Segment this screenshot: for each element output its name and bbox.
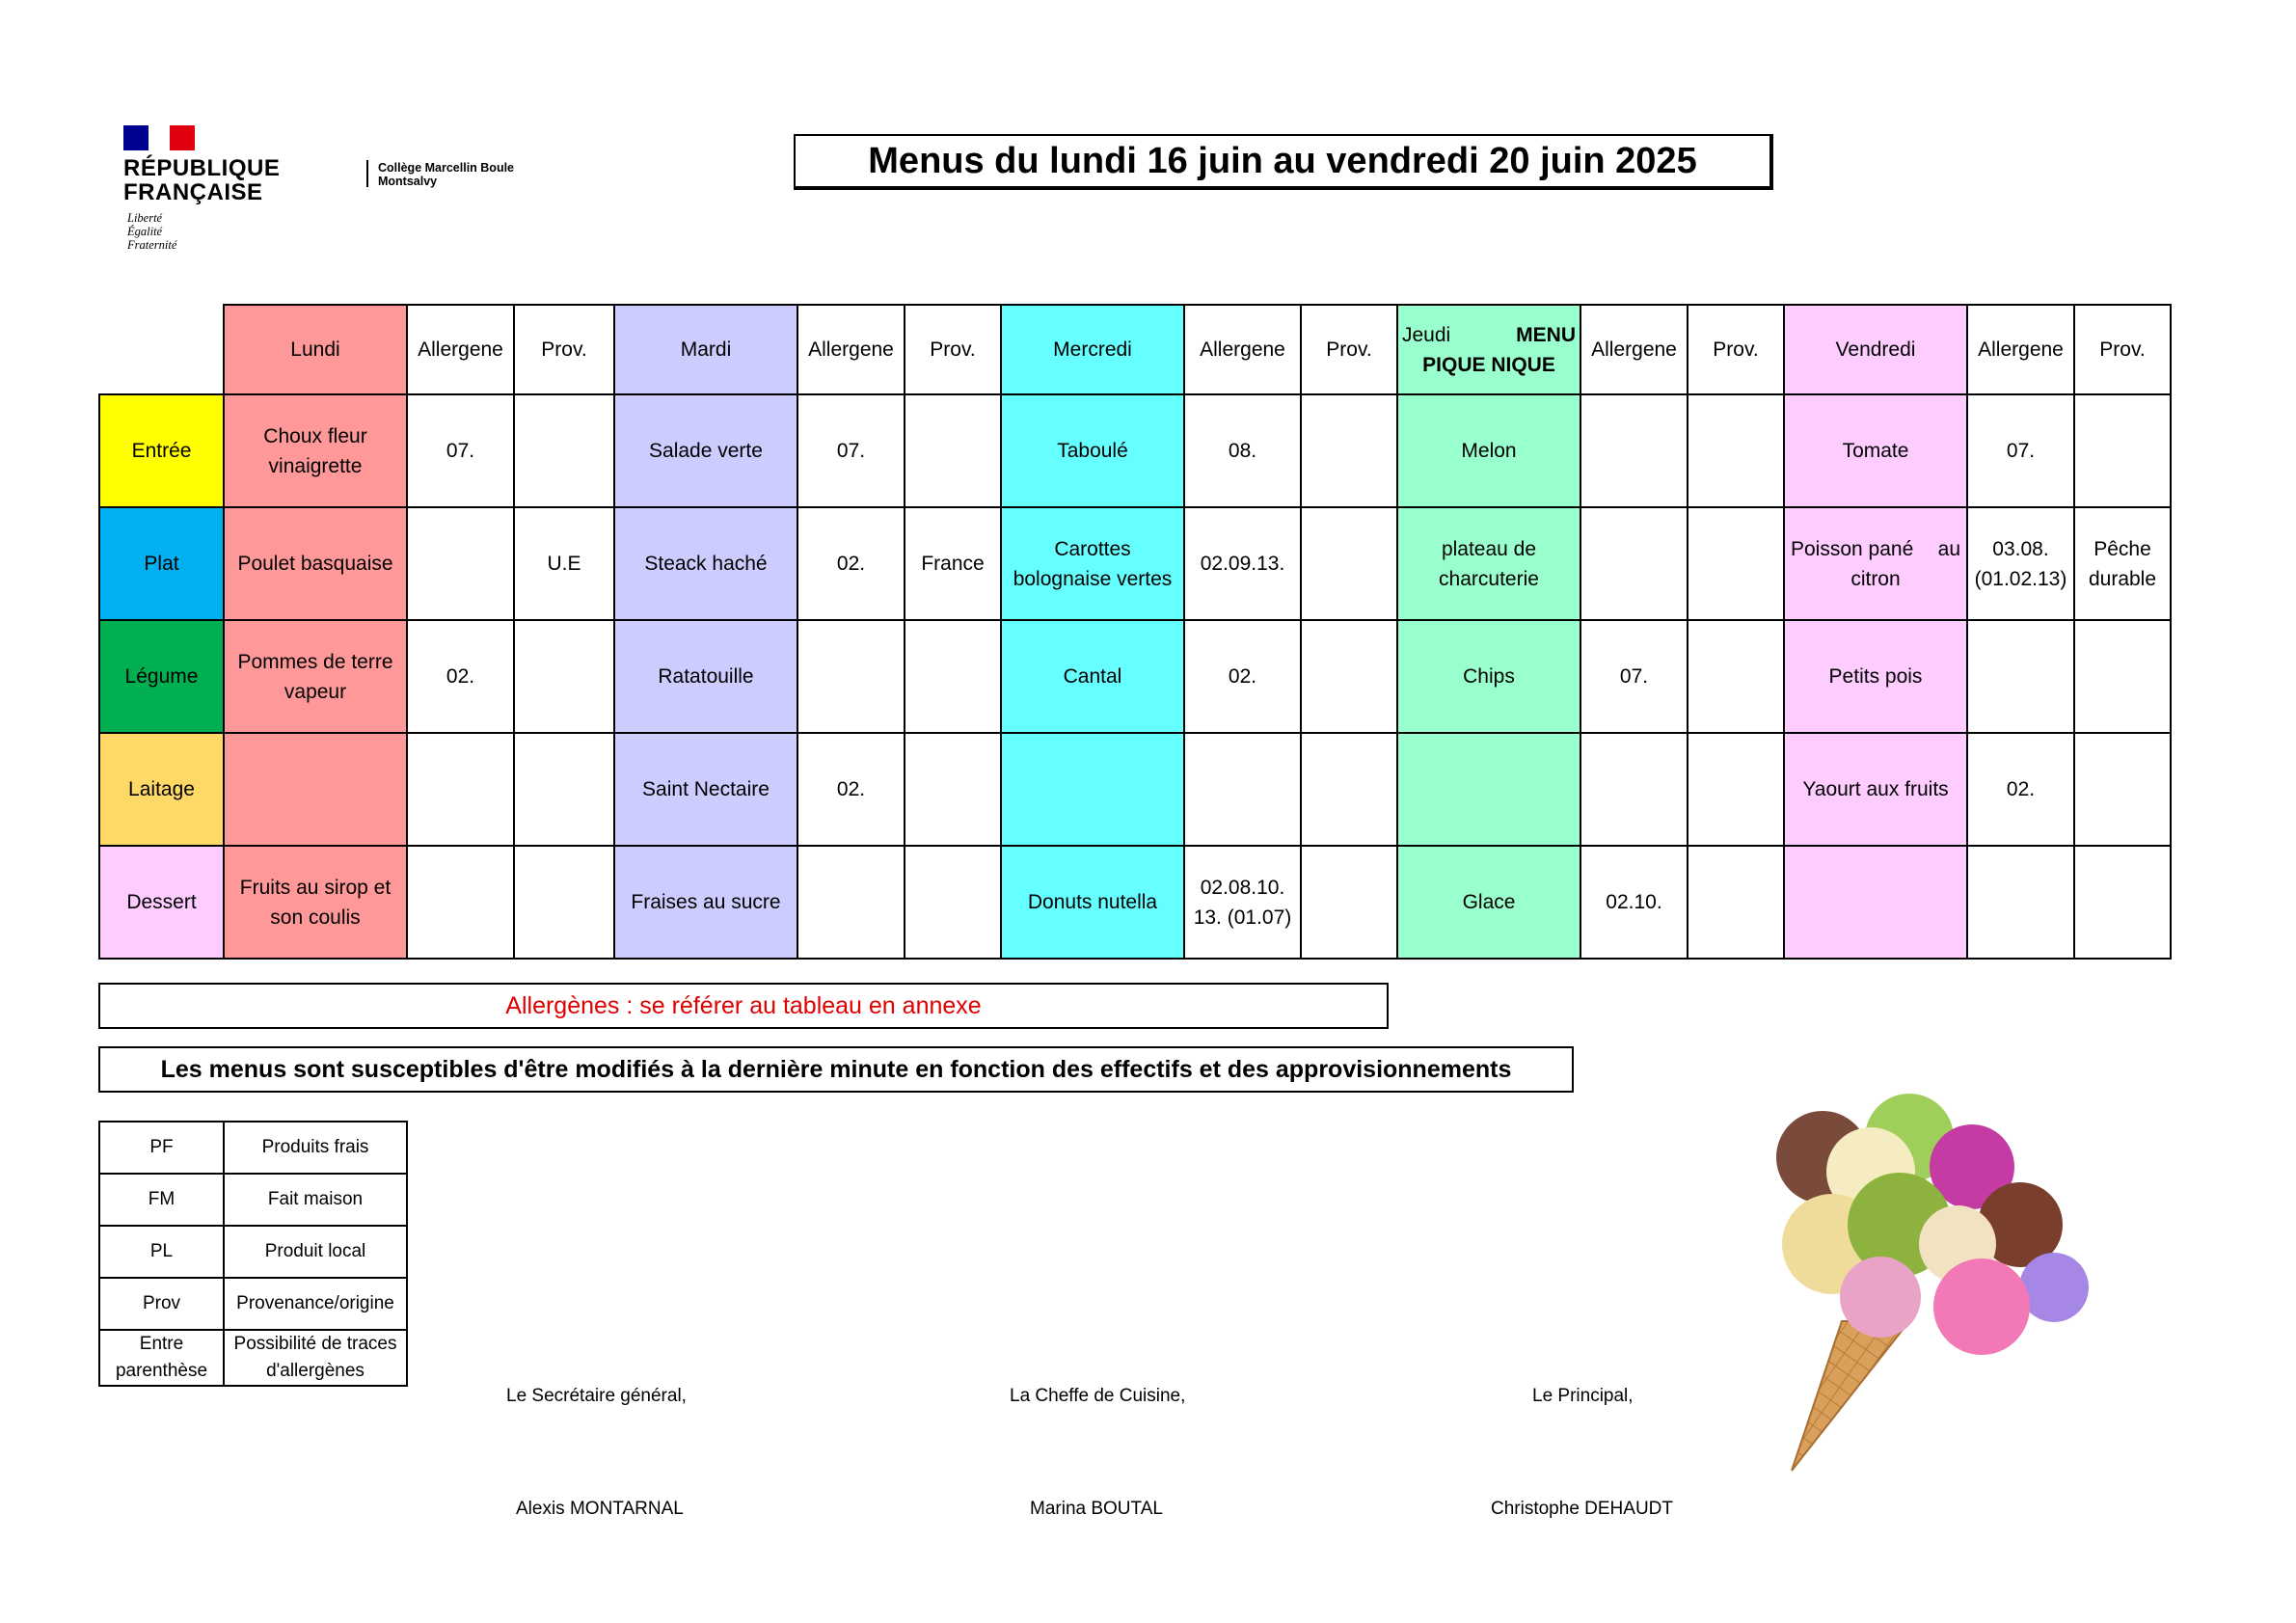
allergen-cell	[1967, 846, 2074, 959]
logo-separator	[366, 160, 368, 187]
course-label-dessert: Dessert	[99, 846, 224, 959]
dish-part: au	[1937, 537, 1960, 560]
day-header-lundi: Lundi	[224, 305, 407, 394]
allergen-cell	[1184, 733, 1301, 846]
legend-meaning: Possibilité de traces d'allergènes	[224, 1330, 407, 1386]
dish-cell: Petits pois	[1784, 620, 1967, 733]
row-laitage	[99, 733, 2171, 846]
dish-cell	[1001, 733, 1184, 846]
signature-name-cheffe: Marina BOUTAL	[1030, 1499, 1163, 1519]
dish-cell	[224, 733, 407, 846]
prov-cell	[514, 733, 614, 846]
dish-cell: Tomate	[1784, 394, 1967, 507]
day-header-mercredi: Mercredi	[1001, 305, 1184, 394]
college-line1: Collège Marcellin Boule	[378, 161, 515, 175]
prov-cell	[1688, 394, 1784, 507]
course-label-legume: Légume	[99, 620, 224, 733]
legend-row	[99, 1174, 407, 1226]
motto-liberte: Liberté	[127, 211, 163, 225]
prov-cell	[1301, 846, 1397, 959]
scoop-blueberry	[2019, 1253, 2089, 1322]
college-line2: Montsalvy	[378, 175, 438, 188]
republique-wordmark	[123, 156, 280, 204]
allergen-note: Allergènes : se référer au tableau en annexe	[98, 983, 1389, 1029]
prov-cell	[1688, 733, 1784, 846]
dish-cell: Steack haché	[614, 507, 797, 620]
prov-header: Prov.	[1301, 305, 1397, 394]
legend-code: PL	[99, 1226, 224, 1278]
dish-cell: Poulet basquaise	[224, 507, 407, 620]
allergen-header: Allergene	[1184, 305, 1301, 394]
page-title: Menus du lundi 16 juin au vendredi 20 juin 2025	[794, 134, 1773, 190]
prov-cell	[905, 846, 1001, 959]
dish-cell	[1397, 733, 1580, 846]
allergen-cell	[1967, 620, 2074, 733]
allergen-cell	[797, 620, 905, 733]
dish-cell: Yaourt aux fruits	[1784, 733, 1967, 846]
allergen-cell	[1580, 507, 1688, 620]
prov-cell	[905, 394, 1001, 507]
signature-role-principal: Le Principal,	[1532, 1386, 1634, 1406]
dish-cell	[1784, 846, 1967, 959]
allergen-cell	[407, 733, 514, 846]
dish-cell: Melon	[1397, 394, 1580, 507]
allergen-cell: 02.10.	[1580, 846, 1688, 959]
legend-row	[99, 1330, 407, 1386]
allergen-cell: 07.	[1967, 394, 2074, 507]
prov-cell	[2074, 733, 2171, 846]
republique-francaise-logo	[123, 125, 548, 260]
allergen-header: Allergene	[407, 305, 514, 394]
row-plat	[99, 507, 2171, 620]
course-label-entree: Entrée	[99, 394, 224, 507]
allergen-cell: 02.	[1967, 733, 2074, 846]
menu-change-note: Les menus sont susceptibles d'être modifiés à la dernière minute en fonction des effectifs et des approvisionnements	[98, 1046, 1574, 1093]
prov-header: Prov.	[905, 305, 1001, 394]
day-header-mardi: Mardi	[614, 305, 797, 394]
allergen-cell	[407, 846, 514, 959]
jeudi-label: Jeudi	[1402, 324, 1451, 346]
legend-meaning: Provenance/origine	[224, 1278, 407, 1330]
dish-cell: Pommes de terre vapeur	[224, 620, 407, 733]
allergen-cell: 07.	[407, 394, 514, 507]
allergen-cell: 07.	[1580, 620, 1688, 733]
legend-row	[99, 1278, 407, 1330]
legend-meaning: Produit local	[224, 1226, 407, 1278]
waffle-cone	[1792, 1321, 1909, 1471]
prov-cell	[514, 846, 614, 959]
prov-cell: France	[905, 507, 1001, 620]
signature-role-cheffe: La Cheffe de Cuisine,	[1010, 1386, 1186, 1406]
prov-cell	[1688, 507, 1784, 620]
dish-cell: Fruits au sirop et son coulis	[224, 846, 407, 959]
prov-header: Prov.	[2074, 305, 2171, 394]
dish-cell: Saint Nectaire	[614, 733, 797, 846]
day-header-vendredi: Vendredi	[1784, 305, 1967, 394]
allergen-cell: 02.	[797, 733, 905, 846]
prov-cell	[1301, 394, 1397, 507]
motto-fraternite: Fraternité	[127, 238, 177, 252]
dish-cell: Glace	[1397, 846, 1580, 959]
header-row	[99, 305, 2171, 394]
republique-line2: FRANÇAISE	[123, 179, 263, 205]
dish-cell: Donuts nutella	[1001, 846, 1184, 959]
college-name	[378, 161, 514, 188]
legend-meaning: Fait maison	[224, 1174, 407, 1226]
prov-cell	[2074, 846, 2171, 959]
allergen-cell: 03.08. (01.02.13)	[1967, 507, 2074, 620]
dish-cell	[1784, 507, 1967, 620]
dish-part: Poisson pané	[1791, 537, 1914, 560]
legend-code: FM	[99, 1174, 224, 1226]
motto-egalite: Égalité	[127, 225, 163, 238]
allergen-cell	[1580, 394, 1688, 507]
prov-cell	[2074, 394, 2171, 507]
prov-cell	[905, 620, 1001, 733]
ice-cream-cone-illustration	[1765, 1090, 2112, 1475]
allergen-cell: 02.	[797, 507, 905, 620]
legend-code: PF	[99, 1122, 224, 1174]
course-label-laitage: Laitage	[99, 733, 224, 846]
prov-cell	[1301, 620, 1397, 733]
prov-header: Prov.	[514, 305, 614, 394]
dish-cell: Chips	[1397, 620, 1580, 733]
dish-cell: Ratatouille	[614, 620, 797, 733]
signature-role-secretaire: Le Secrétaire général,	[506, 1386, 687, 1406]
allergen-cell	[797, 846, 905, 959]
dish-cell: Cantal	[1001, 620, 1184, 733]
dish-line	[1789, 534, 1962, 564]
signature-name-principal: Christophe DEHAUDT	[1491, 1499, 1673, 1519]
allergen-header: Allergene	[797, 305, 905, 394]
jeudi-pique-nique-note: PIQUE NIQUE	[1422, 354, 1555, 376]
allergen-cell: 08.	[1184, 394, 1301, 507]
prov-cell	[1301, 733, 1397, 846]
row-legume	[99, 620, 2171, 733]
prov-cell	[2074, 620, 2171, 733]
jeudi-menu-note: MENU	[1516, 324, 1576, 346]
dish-cell: Taboulé	[1001, 394, 1184, 507]
allergen-cell: 02.08.10. 13. (01.07)	[1184, 846, 1301, 959]
allergen-header: Allergene	[1580, 305, 1688, 394]
prov-cell	[1688, 846, 1784, 959]
legend-meaning: Produits frais	[224, 1122, 407, 1174]
scoop-strawberry	[1933, 1258, 2030, 1355]
allergen-cell: 02.	[407, 620, 514, 733]
dish-cell: plateau de charcuterie	[1397, 507, 1580, 620]
republique-line1: RÉPUBLIQUE	[123, 155, 281, 181]
row-entree	[99, 394, 2171, 507]
prov-header: Prov.	[1688, 305, 1784, 394]
row-dessert	[99, 846, 2171, 959]
legend-row	[99, 1226, 407, 1278]
allergen-header: Allergene	[1967, 305, 2074, 394]
prov-cell	[905, 733, 1001, 846]
prov-cell	[514, 394, 614, 507]
french-flag-icon	[123, 125, 195, 150]
legend-row	[99, 1122, 407, 1174]
legend-table	[98, 1121, 408, 1387]
allergen-cell: 02.09.13.	[1184, 507, 1301, 620]
prov-cell	[1301, 507, 1397, 620]
allergen-cell: 02.	[1184, 620, 1301, 733]
legend-code: Entre parenthèse	[99, 1330, 224, 1386]
prov-cell	[1688, 620, 1784, 733]
dish-cell: Choux fleur vinaigrette	[224, 394, 407, 507]
menu-table	[98, 304, 2172, 960]
course-label-plat: Plat	[99, 507, 224, 620]
prov-cell	[514, 620, 614, 733]
dish-cell: Fraises au sucre	[614, 846, 797, 959]
prov-cell: U.E	[514, 507, 614, 620]
signature-name-secretaire: Alexis MONTARNAL	[516, 1499, 684, 1519]
dish-cell: Salade verte	[614, 394, 797, 507]
day-header-jeudi	[1397, 305, 1580, 394]
allergen-cell	[407, 507, 514, 620]
dish-part: citron	[1850, 567, 1901, 590]
scoop-raspberry	[1840, 1257, 1921, 1338]
legend-code: Prov	[99, 1278, 224, 1330]
prov-cell: Pêche durable	[2074, 507, 2171, 620]
allergen-cell	[1580, 733, 1688, 846]
dish-cell: Carottes bolognaise vertes	[1001, 507, 1184, 620]
motto	[127, 211, 176, 252]
allergen-cell: 07.	[797, 394, 905, 507]
corner-cell	[99, 305, 224, 394]
